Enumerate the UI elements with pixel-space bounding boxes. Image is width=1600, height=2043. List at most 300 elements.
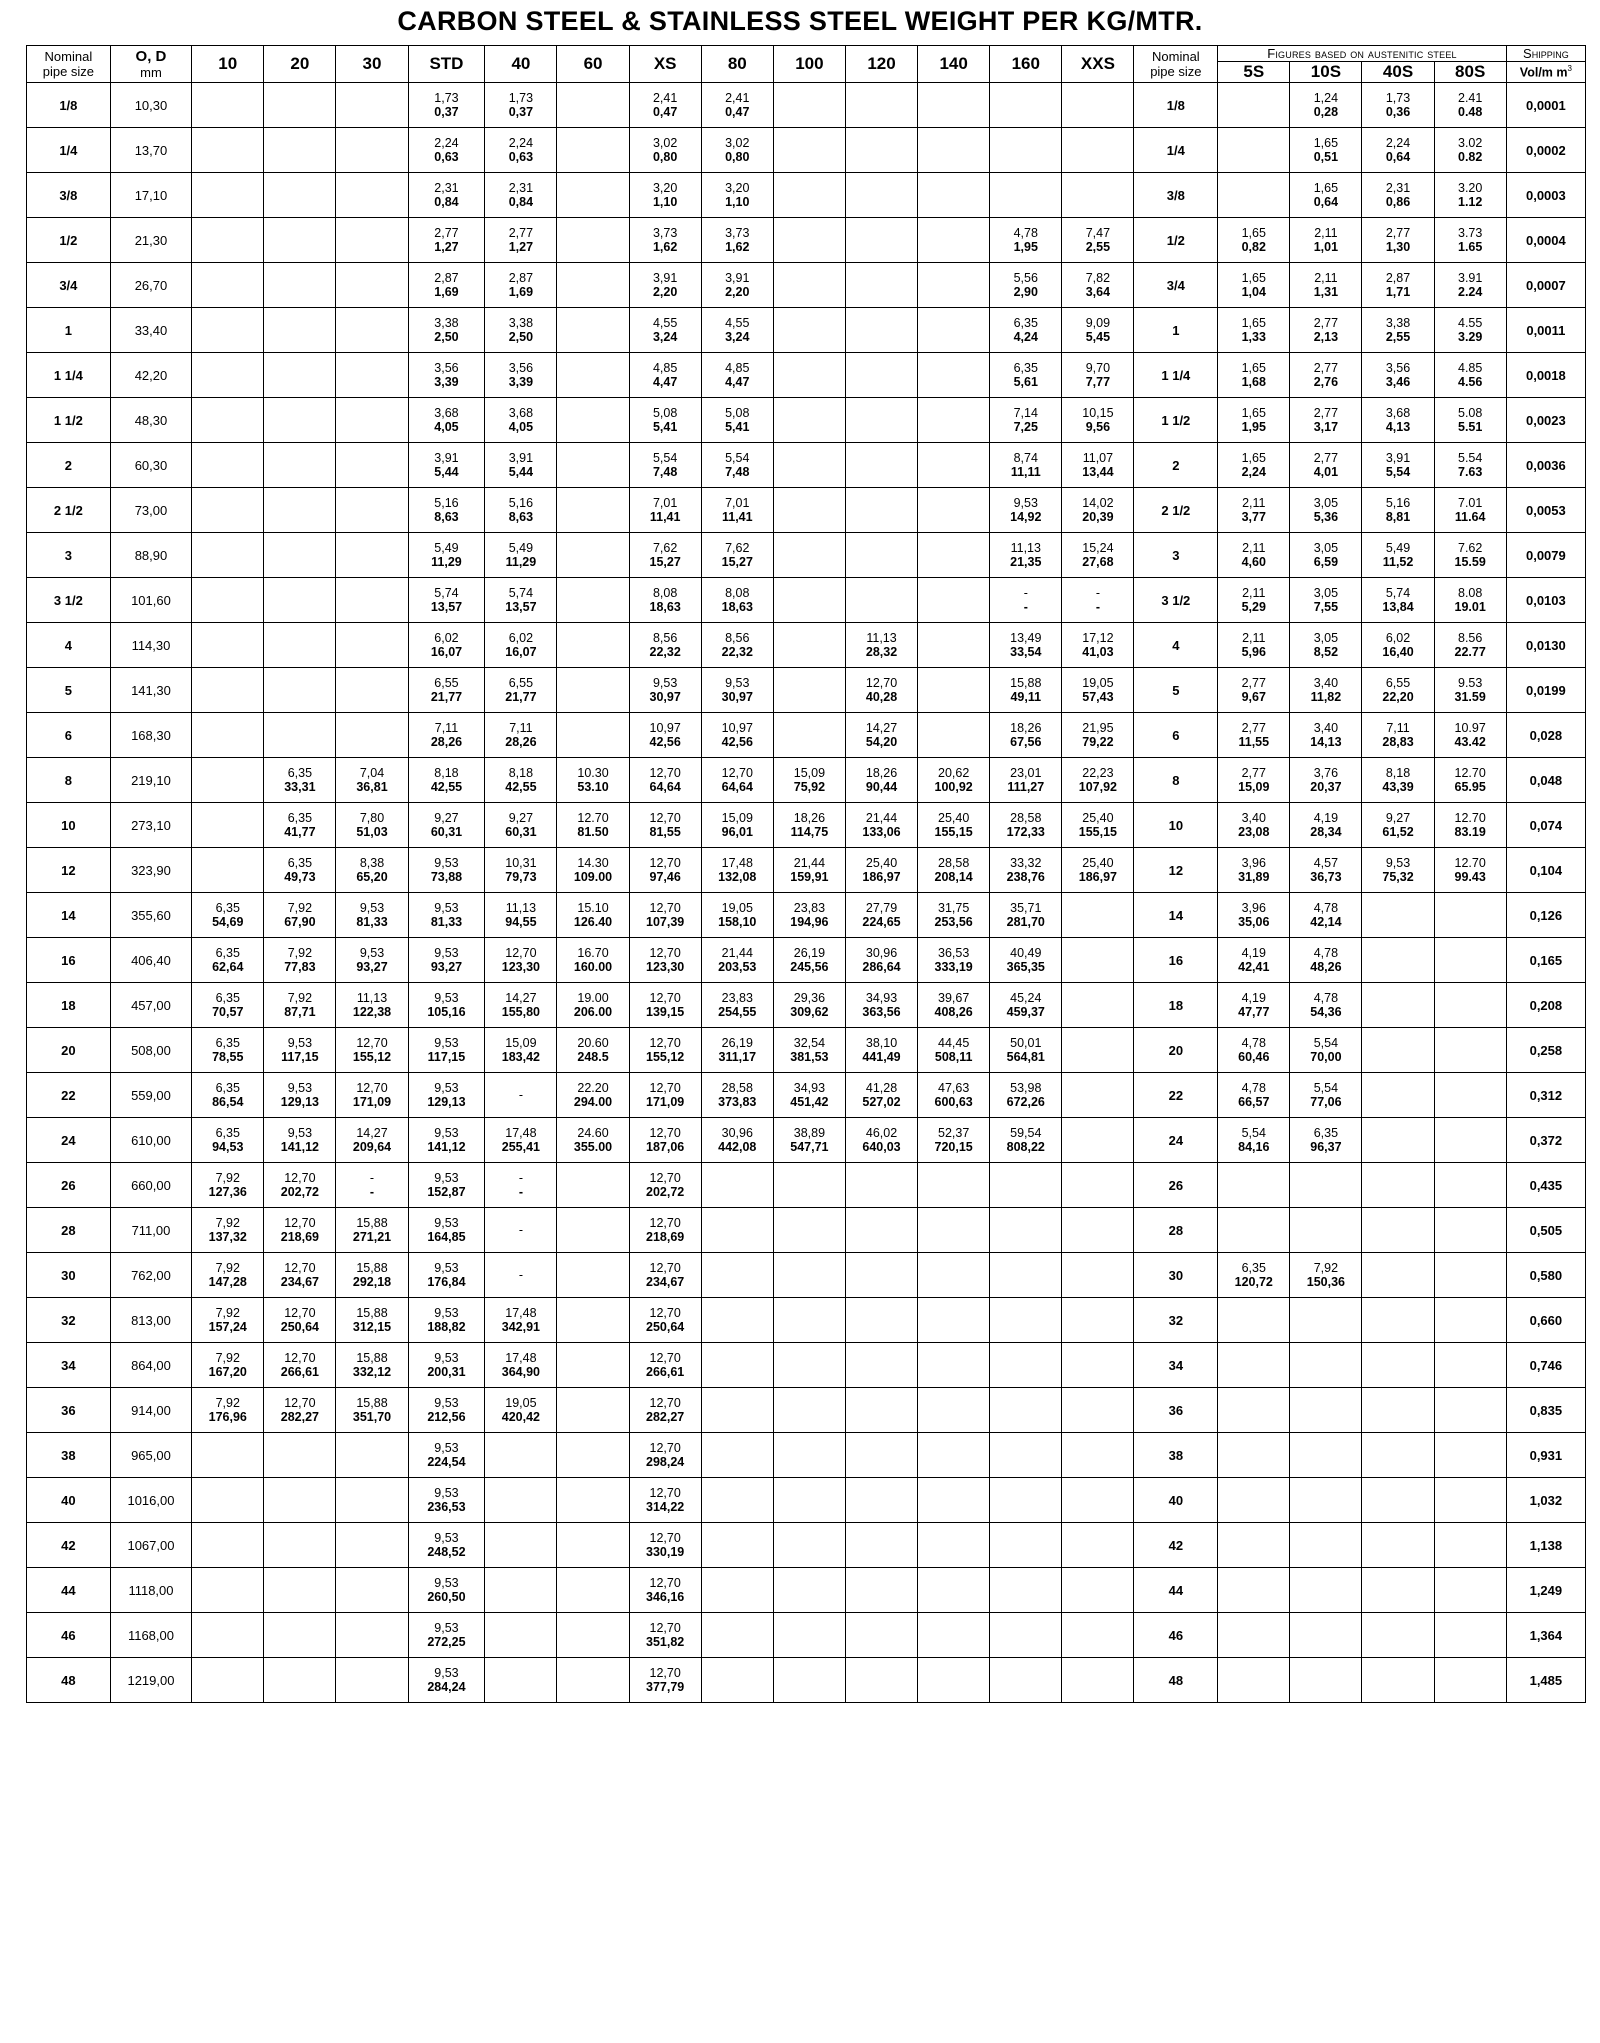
- cell-sch-10: [192, 488, 264, 533]
- row-outer-diameter: 17,10: [110, 173, 191, 218]
- row-nominal-size-2: 14: [1134, 893, 1218, 938]
- cell-sch-80: 26,19 311,17: [701, 1028, 773, 1073]
- cell-sch-40: [485, 1613, 557, 1658]
- cell-sch-80: 21,44 203,53: [701, 938, 773, 983]
- header-ss-5s: 5S: [1218, 62, 1290, 83]
- cell-sch-80: 3,20 1,10: [701, 173, 773, 218]
- cell-sch-10: 7,92 147,28: [192, 1253, 264, 1298]
- row-outer-diameter: 273,10: [110, 803, 191, 848]
- cell-sch-120: [845, 1568, 917, 1613]
- cell-sch-std: 3,38 2,50: [408, 308, 485, 353]
- cell-sch-std: 9,53 105,16: [408, 983, 485, 1028]
- cell-sch-80: 28,58 373,83: [701, 1073, 773, 1118]
- cell-sch-100: 18,26 114,75: [773, 803, 845, 848]
- row-outer-diameter: 13,70: [110, 128, 191, 173]
- cell-sch-xxs: [1062, 1298, 1134, 1343]
- cell-ss-5s: 6,35 120,72: [1218, 1253, 1290, 1298]
- cell-sch-20: 9,53 141,12: [264, 1118, 336, 1163]
- cell-sch-xxs: 14,02 20,39: [1062, 488, 1134, 533]
- cell-sch-40: 14,27 155,80: [485, 983, 557, 1028]
- cell-sch-120: 12,70 40,28: [845, 668, 917, 713]
- cell-sch-xxs: 7,47 2,55: [1062, 218, 1134, 263]
- cell-sch-160: [990, 1523, 1062, 1568]
- header-ss-40s: 40S: [1362, 62, 1434, 83]
- header-sch-160: 160: [990, 46, 1062, 83]
- cell-sch-120: [845, 173, 917, 218]
- table-row: [27, 1658, 1586, 1703]
- cell-sch-std: 2,87 1,69: [408, 263, 485, 308]
- cell-ss-5s: 4,19 47,77: [1218, 983, 1290, 1028]
- cell-ss-80s: [1434, 1118, 1506, 1163]
- cell-sch-xs: 3,02 0,80: [629, 128, 701, 173]
- cell-shipping-volume: 1,032: [1506, 1478, 1585, 1523]
- cell-sch-120: [845, 1208, 917, 1253]
- cell-sch-140: [918, 443, 990, 488]
- cell-sch-160: 11,13 21,35: [990, 533, 1062, 578]
- cell-sch-160: 53,98 672,26: [990, 1073, 1062, 1118]
- cell-ss-80s: [1434, 1208, 1506, 1253]
- cell-sch-60: 20.60 248.5: [557, 1028, 629, 1073]
- row-nominal-size-2: 26: [1134, 1163, 1218, 1208]
- cell-ss-5s: 1,65 1,68: [1218, 353, 1290, 398]
- cell-sch-std: 9,53 73,88: [408, 848, 485, 893]
- cell-sch-80: 3,91 2,20: [701, 263, 773, 308]
- cell-sch-60: [557, 443, 629, 488]
- cell-sch-std: 9,53 129,13: [408, 1073, 485, 1118]
- cell-sch-140: [918, 1253, 990, 1298]
- cell-sch-80: 9,53 30,97: [701, 668, 773, 713]
- cell-sch-20: 7,92 67,90: [264, 893, 336, 938]
- cell-ss-5s: 3,96 31,89: [1218, 848, 1290, 893]
- cell-sch-30: [336, 398, 408, 443]
- cell-sch-20: [264, 1523, 336, 1568]
- cell-sch-30: 7,04 36,81: [336, 758, 408, 803]
- cell-sch-10: [192, 1478, 264, 1523]
- cell-sch-140: [918, 128, 990, 173]
- cell-sch-30: 12,70 155,12: [336, 1028, 408, 1073]
- cell-sch-140: 31,75 253,56: [918, 893, 990, 938]
- table-row: [27, 1613, 1586, 1658]
- cell-sch-120: [845, 1253, 917, 1298]
- cell-sch-xs: 12,70 81,55: [629, 803, 701, 848]
- row-nominal-size: 38: [27, 1433, 111, 1478]
- cell-sch-80: [701, 1163, 773, 1208]
- cell-sch-100: [773, 353, 845, 398]
- cell-sch-160: 6,35 5,61: [990, 353, 1062, 398]
- cell-sch-120: 11,13 28,32: [845, 623, 917, 668]
- cell-sch-10: [192, 578, 264, 623]
- table-row: [27, 578, 1586, 623]
- cell-sch-xs: 9,53 30,97: [629, 668, 701, 713]
- cell-sch-xxs: 7,82 3,64: [1062, 263, 1134, 308]
- cell-sch-160: 7,14 7,25: [990, 398, 1062, 443]
- cell-sch-std: 9,53 81,33: [408, 893, 485, 938]
- cell-sch-140: [918, 308, 990, 353]
- row-nominal-size-2: 30: [1134, 1253, 1218, 1298]
- cell-sch-xxs: 21,95 79,22: [1062, 713, 1134, 758]
- cell-ss-40s: [1362, 1028, 1434, 1073]
- cell-sch-xs: 12,70 298,24: [629, 1433, 701, 1478]
- row-nominal-size: 32: [27, 1298, 111, 1343]
- row-nominal-size-2: 38: [1134, 1433, 1218, 1478]
- header-od: O, D mm: [110, 46, 191, 83]
- row-nominal-size: 1 1/4: [27, 353, 111, 398]
- cell-ss-40s: [1362, 1163, 1434, 1208]
- header-nominal-1: Nominal pipe size: [27, 46, 111, 83]
- row-nominal-size-2: 1/8: [1134, 83, 1218, 128]
- row-nominal-size: 48: [27, 1658, 111, 1703]
- row-nominal-size-2: 34: [1134, 1343, 1218, 1388]
- cell-sch-160: [990, 1298, 1062, 1343]
- cell-ss-10s: [1290, 1433, 1362, 1478]
- cell-shipping-volume: 0,165: [1506, 938, 1585, 983]
- table-row: [27, 1433, 1586, 1478]
- cell-sch-10: 6,35 54,69: [192, 893, 264, 938]
- cell-sch-xs: 12,70 377,79: [629, 1658, 701, 1703]
- cell-sch-100: [773, 713, 845, 758]
- row-outer-diameter: 1067,00: [110, 1523, 191, 1568]
- cell-ss-40s: 3,68 4,13: [1362, 398, 1434, 443]
- cell-ss-80s: [1434, 1073, 1506, 1118]
- cell-sch-60: [557, 1298, 629, 1343]
- cell-sch-140: 44,45 508,11: [918, 1028, 990, 1073]
- cell-shipping-volume: 0,0001: [1506, 83, 1585, 128]
- header-sch-140: 140: [918, 46, 990, 83]
- cell-sch-100: [773, 1568, 845, 1613]
- cell-sch-100: [773, 398, 845, 443]
- cell-sch-20: 12,70 282,27: [264, 1388, 336, 1433]
- cell-sch-30: [336, 1658, 408, 1703]
- cell-sch-10: [192, 398, 264, 443]
- cell-sch-100: 29,36 309,62: [773, 983, 845, 1028]
- cell-sch-std: 9,53 236,53: [408, 1478, 485, 1523]
- cell-sch-160: [990, 1433, 1062, 1478]
- cell-sch-20: [264, 83, 336, 128]
- row-nominal-size-2: 42: [1134, 1523, 1218, 1568]
- row-nominal-size-2: 22: [1134, 1073, 1218, 1118]
- row-nominal-size-2: 32: [1134, 1298, 1218, 1343]
- cell-sch-10: [192, 1568, 264, 1613]
- cell-ss-80s: 9.53 31.59: [1434, 668, 1506, 713]
- cell-sch-20: [264, 1613, 336, 1658]
- cell-ss-10s: 6,35 96,37: [1290, 1118, 1362, 1163]
- cell-ss-10s: [1290, 1478, 1362, 1523]
- table-row: [27, 128, 1586, 173]
- cell-shipping-volume: 0,0079: [1506, 533, 1585, 578]
- cell-ss-40s: 6,55 22,20: [1362, 668, 1434, 713]
- cell-sch-40: 5,16 8,63: [485, 488, 557, 533]
- cell-ss-40s: 7,11 28,83: [1362, 713, 1434, 758]
- cell-sch-xs: 12,70 234,67: [629, 1253, 701, 1298]
- cell-sch-80: 19,05 158,10: [701, 893, 773, 938]
- cell-sch-std: 9,53 188,82: [408, 1298, 485, 1343]
- cell-sch-120: [845, 1523, 917, 1568]
- cell-sch-80: 5,54 7,48: [701, 443, 773, 488]
- cell-sch-40: 8,18 42,55: [485, 758, 557, 803]
- cell-ss-80s: [1434, 1613, 1506, 1658]
- cell-sch-xxs: 25,40 186,97: [1062, 848, 1134, 893]
- row-outer-diameter: 508,00: [110, 1028, 191, 1073]
- cell-sch-30: 8,38 65,20: [336, 848, 408, 893]
- cell-sch-80: [701, 1298, 773, 1343]
- cell-sch-20: 12,70 202,72: [264, 1163, 336, 1208]
- row-nominal-size-2: 1/2: [1134, 218, 1218, 263]
- row-outer-diameter: 660,00: [110, 1163, 191, 1208]
- cell-sch-40: 3,68 4,05: [485, 398, 557, 443]
- cell-sch-60: [557, 1433, 629, 1478]
- cell-sch-xs: 12,70 123,30: [629, 938, 701, 983]
- cell-sch-40: 2,87 1,69: [485, 263, 557, 308]
- cell-ss-10s: 3,05 5,36: [1290, 488, 1362, 533]
- row-nominal-size: 1/4: [27, 128, 111, 173]
- cell-sch-30: 15,88 351,70: [336, 1388, 408, 1433]
- row-outer-diameter: 864,00: [110, 1343, 191, 1388]
- cell-ss-10s: 1,65 0,51: [1290, 128, 1362, 173]
- cell-sch-40: [485, 1658, 557, 1703]
- cell-ss-40s: 9,53 75,32: [1362, 848, 1434, 893]
- cell-ss-5s: 2,77 9,67: [1218, 668, 1290, 713]
- cell-sch-20: [264, 218, 336, 263]
- cell-sch-80: 4,55 3,24: [701, 308, 773, 353]
- cell-ss-10s: 4,78 48,26: [1290, 938, 1362, 983]
- cell-sch-10: [192, 83, 264, 128]
- cell-sch-40: [485, 1478, 557, 1523]
- cell-sch-80: 2,41 0,47: [701, 83, 773, 128]
- row-nominal-size-2: 10: [1134, 803, 1218, 848]
- row-nominal-size: 5: [27, 668, 111, 713]
- cell-sch-140: [918, 353, 990, 398]
- cell-sch-100: [773, 533, 845, 578]
- row-outer-diameter: 88,90: [110, 533, 191, 578]
- table-row: [27, 263, 1586, 308]
- cell-sch-xs: 12,70 171,09: [629, 1073, 701, 1118]
- cell-sch-60: [557, 1478, 629, 1523]
- cell-sch-30: [336, 713, 408, 758]
- cell-sch-160: [990, 1568, 1062, 1613]
- cell-sch-xxs: 25,40 155,15: [1062, 803, 1134, 848]
- cell-sch-20: [264, 578, 336, 623]
- cell-sch-xxs: [1062, 128, 1134, 173]
- cell-ss-80s: 3.91 2.24: [1434, 263, 1506, 308]
- cell-ss-5s: [1218, 1208, 1290, 1253]
- cell-ss-5s: 2,77 11,55: [1218, 713, 1290, 758]
- cell-sch-60: [557, 1658, 629, 1703]
- cell-sch-60: [557, 218, 629, 263]
- cell-sch-80: 8,08 18,63: [701, 578, 773, 623]
- cell-sch-10: 6,35 86,54: [192, 1073, 264, 1118]
- row-nominal-size-2: 12: [1134, 848, 1218, 893]
- row-nominal-size-2: 36: [1134, 1388, 1218, 1433]
- cell-shipping-volume: 0,258: [1506, 1028, 1585, 1073]
- cell-sch-xxs: [1062, 938, 1134, 983]
- cell-sch-120: [845, 1433, 917, 1478]
- cell-sch-40: [485, 1433, 557, 1478]
- cell-sch-30: 15,88 292,18: [336, 1253, 408, 1298]
- header-sch-120: 120: [845, 46, 917, 83]
- cell-sch-xxs: [1062, 1208, 1134, 1253]
- cell-shipping-volume: 0,0003: [1506, 173, 1585, 218]
- cell-ss-40s: [1362, 1343, 1434, 1388]
- cell-ss-80s: [1434, 1523, 1506, 1568]
- table-row: [27, 1388, 1586, 1433]
- cell-sch-20: [264, 398, 336, 443]
- cell-shipping-volume: 0,660: [1506, 1298, 1585, 1343]
- cell-sch-80: 30,96 442,08: [701, 1118, 773, 1163]
- row-nominal-size: 42: [27, 1523, 111, 1568]
- table-row: [27, 173, 1586, 218]
- cell-sch-40: 1,73 0,37: [485, 83, 557, 128]
- cell-ss-40s: [1362, 1253, 1434, 1298]
- cell-sch-20: [264, 353, 336, 398]
- cell-ss-5s: [1218, 1388, 1290, 1433]
- cell-sch-120: 18,26 90,44: [845, 758, 917, 803]
- cell-sch-10: 7,92 127,36: [192, 1163, 264, 1208]
- cell-sch-20: [264, 1568, 336, 1613]
- table-row: [27, 713, 1586, 758]
- cell-sch-60: [557, 533, 629, 578]
- row-outer-diameter: 219,10: [110, 758, 191, 803]
- cell-shipping-volume: 0,028: [1506, 713, 1585, 758]
- cell-ss-10s: [1290, 1388, 1362, 1433]
- row-nominal-size: 1/2: [27, 218, 111, 263]
- cell-sch-160: 23,01 111,27: [990, 758, 1062, 803]
- cell-ss-5s: 2,11 5,29: [1218, 578, 1290, 623]
- cell-sch-160: 5,56 2,90: [990, 263, 1062, 308]
- cell-sch-100: 32,54 381,53: [773, 1028, 845, 1073]
- cell-shipping-volume: 0,074: [1506, 803, 1585, 848]
- cell-sch-10: 7,92 157,24: [192, 1298, 264, 1343]
- cell-sch-xxs: 9,70 7,77: [1062, 353, 1134, 398]
- cell-sch-10: 6,35 94,53: [192, 1118, 264, 1163]
- cell-sch-120: [845, 1613, 917, 1658]
- row-outer-diameter: 323,90: [110, 848, 191, 893]
- table-row: [27, 1028, 1586, 1073]
- row-nominal-size: 3/4: [27, 263, 111, 308]
- cell-sch-100: [773, 1163, 845, 1208]
- cell-sch-120: 27,79 224,65: [845, 893, 917, 938]
- cell-ss-40s: [1362, 1118, 1434, 1163]
- cell-sch-160: 4,78 1,95: [990, 218, 1062, 263]
- cell-ss-40s: 2,77 1,30: [1362, 218, 1434, 263]
- cell-sch-10: 6,35 62,64: [192, 938, 264, 983]
- row-outer-diameter: 21,30: [110, 218, 191, 263]
- cell-ss-80s: 12.70 65.95: [1434, 758, 1506, 803]
- cell-sch-xs: 3,91 2,20: [629, 263, 701, 308]
- row-nominal-size: 28: [27, 1208, 111, 1253]
- cell-sch-120: [845, 533, 917, 578]
- cell-ss-10s: 5,54 77,06: [1290, 1073, 1362, 1118]
- cell-ss-5s: 3,40 23,08: [1218, 803, 1290, 848]
- cell-sch-40: 3,38 2,50: [485, 308, 557, 353]
- cell-sch-xxs: [1062, 173, 1134, 218]
- side-label-text: [0, 0, 2, 35]
- cell-sch-100: [773, 488, 845, 533]
- cell-sch-xs: 5,54 7,48: [629, 443, 701, 488]
- cell-ss-80s: [1434, 1478, 1506, 1523]
- row-nominal-size: 3: [27, 533, 111, 578]
- cell-sch-40: 5,49 11,29: [485, 533, 557, 578]
- cell-sch-60: [557, 578, 629, 623]
- cell-ss-80s: [1434, 1028, 1506, 1073]
- cell-sch-40: 17,48 342,91: [485, 1298, 557, 1343]
- cell-ss-5s: [1218, 1568, 1290, 1613]
- row-nominal-size: 20: [27, 1028, 111, 1073]
- cell-sch-140: [918, 1163, 990, 1208]
- cell-ss-40s: 2,24 0,64: [1362, 128, 1434, 173]
- cell-ss-80s: 7.62 15.59: [1434, 533, 1506, 578]
- cell-ss-10s: 7,92 150,36: [1290, 1253, 1362, 1298]
- cell-shipping-volume: 0,048: [1506, 758, 1585, 803]
- cell-sch-std: 7,11 28,26: [408, 713, 485, 758]
- table-row: [27, 1073, 1586, 1118]
- cell-sch-100: [773, 1523, 845, 1568]
- cell-sch-140: [918, 263, 990, 308]
- table-row: [27, 1163, 1586, 1208]
- header-sch-100: 100: [773, 46, 845, 83]
- cell-sch-20: [264, 1478, 336, 1523]
- cell-sch-60: [557, 1388, 629, 1433]
- cell-sch-120: [845, 308, 917, 353]
- cell-sch-xxs: [1062, 893, 1134, 938]
- row-nominal-size: 8: [27, 758, 111, 803]
- cell-sch-20: 7,92 77,83: [264, 938, 336, 983]
- cell-sch-100: 21,44 159,91: [773, 848, 845, 893]
- cell-sch-140: [918, 1298, 990, 1343]
- cell-sch-std: 3,68 4,05: [408, 398, 485, 443]
- row-outer-diameter: 1118,00: [110, 1568, 191, 1613]
- cell-shipping-volume: 0,0103: [1506, 578, 1585, 623]
- cell-ss-80s: [1434, 1433, 1506, 1478]
- cell-ss-10s: 3,40 11,82: [1290, 668, 1362, 713]
- row-nominal-size-2: 40: [1134, 1478, 1218, 1523]
- cell-ss-10s: 3,05 8,52: [1290, 623, 1362, 668]
- cell-sch-xxs: [1062, 1388, 1134, 1433]
- row-outer-diameter: 1168,00: [110, 1613, 191, 1658]
- cell-shipping-volume: 0,931: [1506, 1433, 1585, 1478]
- cell-sch-std: 9,53 141,12: [408, 1118, 485, 1163]
- cell-ss-40s: 3,56 3,46: [1362, 353, 1434, 398]
- cell-sch-140: 20,62 100,92: [918, 758, 990, 803]
- cell-ss-5s: 2,11 3,77: [1218, 488, 1290, 533]
- cell-sch-xxs: 19,05 57,43: [1062, 668, 1134, 713]
- cell-sch-40: 7,11 28,26: [485, 713, 557, 758]
- cell-ss-10s: [1290, 1568, 1362, 1613]
- row-nominal-size: 34: [27, 1343, 111, 1388]
- cell-sch-30: 9,53 93,27: [336, 938, 408, 983]
- cell-sch-xs: 12,70 155,12: [629, 1028, 701, 1073]
- cell-ss-40s: [1362, 1388, 1434, 1433]
- cell-sch-30: 9,53 81,33: [336, 893, 408, 938]
- table-row: [27, 938, 1586, 983]
- cell-sch-120: [845, 263, 917, 308]
- row-outer-diameter: 1016,00: [110, 1478, 191, 1523]
- cell-sch-160: [990, 1613, 1062, 1658]
- cell-ss-80s: 5.08 5.51: [1434, 398, 1506, 443]
- cell-sch-std: 9,53 200,31: [408, 1343, 485, 1388]
- cell-sch-std: 5,49 11,29: [408, 533, 485, 578]
- cell-sch-10: 7,92 167,20: [192, 1343, 264, 1388]
- header-sch-xs: XS: [629, 46, 701, 83]
- row-nominal-size: 36: [27, 1388, 111, 1433]
- row-nominal-size-2: 24: [1134, 1118, 1218, 1163]
- cell-ss-80s: 2.41 0.48: [1434, 83, 1506, 128]
- cell-sch-xxs: [1062, 1613, 1134, 1658]
- cell-shipping-volume: 1,485: [1506, 1658, 1585, 1703]
- cell-sch-20: [264, 668, 336, 713]
- cell-sch-100: [773, 308, 845, 353]
- table-row: [27, 488, 1586, 533]
- cell-sch-40: 3,91 5,44: [485, 443, 557, 488]
